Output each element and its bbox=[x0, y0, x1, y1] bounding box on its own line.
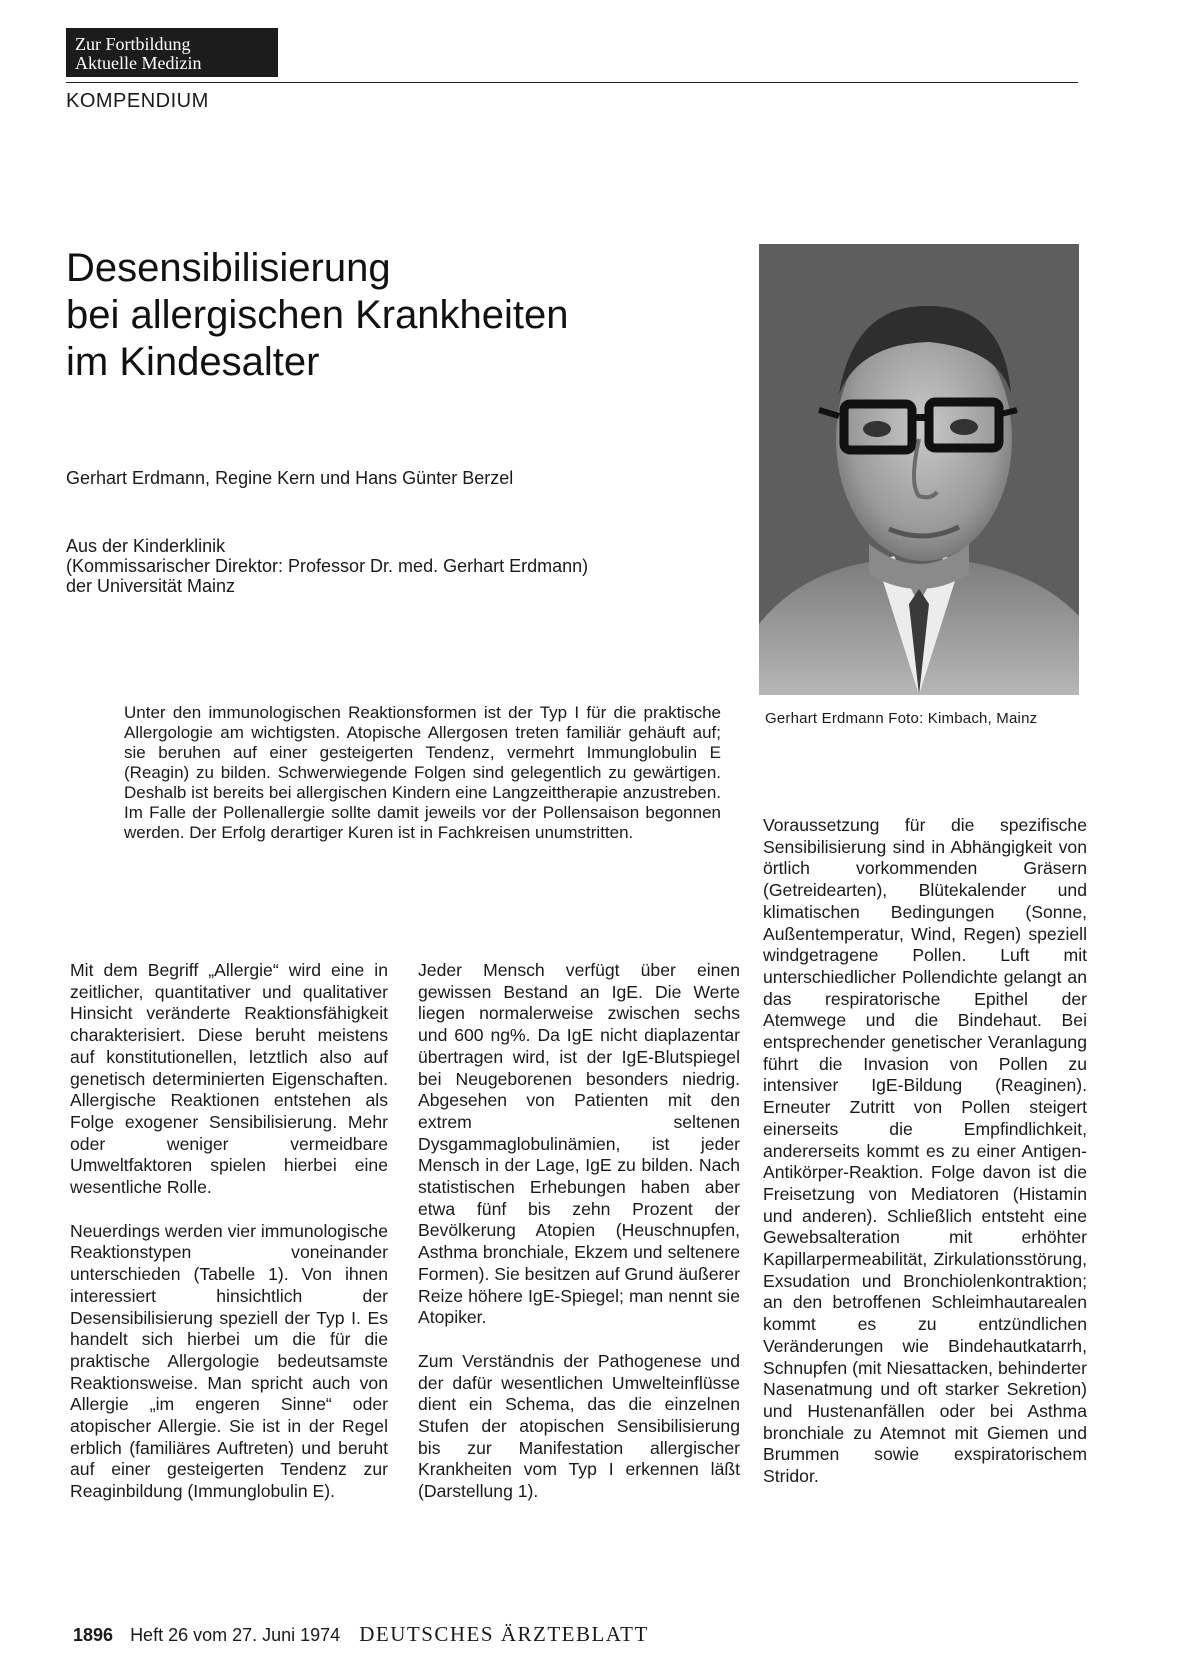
authors: Gerhart Erdmann, Regine Kern und Hans Günter Berzel bbox=[66, 468, 514, 488]
title-line-3: im Kindesalter bbox=[66, 340, 320, 384]
journal-name: DEUTSCHES ÄRZTEBLATT bbox=[359, 1622, 649, 1646]
article-title bbox=[66, 245, 686, 386]
body-column-2 bbox=[418, 960, 740, 1525]
affiliation-line-3: der Universität Mainz bbox=[66, 576, 236, 596]
portrait-illustration bbox=[759, 244, 1079, 695]
header-rule bbox=[66, 82, 1078, 83]
affiliation-line-2: (Kommissarischer Direktor: Professor Dr. med. Gerhart Erdmann) bbox=[66, 556, 589, 576]
photo-caption: Gerhart Erdmann Foto: Kimbach, Mainz bbox=[765, 710, 1038, 727]
badge-line-2: Aktuelle Medizin bbox=[75, 53, 202, 73]
paragraph: Mit dem Begriff „Allergie“ wird eine in zeitlicher, quantitativer und qualitativer Hinsicht veränderte Reaktionsfähigkeit charakterisiert. Diese beruht meistens auf konstitutionellen, letztlich also auf genetisch determinierten Eigenschaften. Allergische Reaktionen entstehen als Folge exogener Sensibilisierung. Mehr oder weniger vermeidbare Umweltfaktoren spielen hierbei eine wesentliche Rolle. bbox=[70, 960, 388, 1198]
affiliation bbox=[66, 536, 588, 596]
badge-line-1: Zur Fortbildung bbox=[75, 34, 191, 54]
page-footer bbox=[73, 1622, 649, 1647]
issue-info: Heft 26 vom 27. Juni 1974 bbox=[130, 1625, 341, 1645]
title-line-1: Desensibilisierung bbox=[66, 246, 391, 290]
section-badge bbox=[66, 28, 278, 77]
title-line-2: bei allergischen Krankheiten bbox=[66, 293, 569, 337]
author-portrait bbox=[759, 244, 1079, 695]
affiliation-line-1: Aus der Kinderklinik bbox=[66, 536, 226, 556]
page-number: 1896 bbox=[73, 1625, 114, 1645]
abstract: Unter den immunologischen Reaktionsformen ist der Typ I für die praktische Allergologie am wichtigsten. Atopische Allergosen treten familiär gehäuft auf; sie beruhen auf einer gesteigerten Tendenz, vermehrt Immunglobulin E (Reagin) zu bilden. Schwerwiegende Folgen sind gelegentlich zu gewärtigen. Deshalb ist bereits bei allergischen Kindern eine Langzeittherapie anzustreben. Im Falle der Pollenallergie sollte damit jeweils vor der Pollensaison begonnen werden. Der Erfolg derartiger Kuren ist in Fachkreisen unumstritten. bbox=[124, 703, 721, 842]
body-column-3 bbox=[763, 815, 1087, 1510]
body-column-1 bbox=[70, 960, 388, 1525]
paragraph: Voraussetzung für die spezifische Sensibilisierung sind in Abhängigkeit von örtlich vorkommenden Gräsern (Getreidearten), Blütekalender und klimatischen Bedingungen (Sonne, Außentemperatur, Wind, Regen) speziell windgetragene Pollen. Luft mit unterschiedlicher Pollendichte gelangt an das respiratorische Epithel der Atemwege und die Bindehaut. Bei entsprechender genetischer Veranlagung führt die Invasion von Pollen zu intensiver IgE-Bildung (Reaginen). Erneuter Zutritt von Pollen steigert einerseits die Empfindlichkeit, andererseits kommt es zu einer Antigen-Antikörper-Reaktion. Folge davon ist die Freisetzung von Mediatoren (Histamin und anderen). Schließlich entsteht eine Gewebsalteration mit erhöhter Kapillarpermeabilität, Zirkulationsstörung, Exsudation und Bronchiolenkontraktion; an den betroffenen Schleimhautarealen kommt es zu entzündlichen Veränderungen wie Bindehautkatarrh, Schnupfen (mit Niesattacken, behinderter Nasenatmung und oft starker Sekretion) und Hustenanfällen oder bei Asthma bronchiale zu Atemnot mit Giemen und Brummen sowie exspiratorischem Stridor. bbox=[763, 815, 1087, 1487]
paragraph: Jeder Mensch verfügt über einen gewissen Bestand an IgE. Die Werte liegen normalerweise zwischen sechs und 600 ng%. Da IgE nicht diaplazentar übertragen wird, ist der IgE-Blutspiegel bei Neugeborenen besonders niedrig. Abgesehen von Patienten mit den extrem seltenen Dysgammaglobulinämien, ist jeder Mensch in der Lage, IgE zu bilden. Nach statistischen Erhebungen haben aber etwa fünf bis zehn Prozent der Bevölkerung Atopien (Heuschnupfen, Asthma bronchiale, Ekzem und seltenere Formen). Sie besitzen auf Grund äußerer Reize höhere IgE-Spiegel; man nennt sie Atopiker. bbox=[418, 960, 740, 1328]
section-label: KOMPENDIUM bbox=[66, 90, 209, 112]
paragraph: Zum Verständnis der Pathogenese und der dafür wesentlichen Umwelteinflüsse dient ein Schema, das die einzelnen Stufen der atopischen Sensibilisierung bis zur Manifestation allergischer Krankheiten vom Typ I erkennen läßt (Darstellung 1). bbox=[418, 1350, 740, 1502]
paragraph: Neuerdings werden vier immunologische Reaktionstypen voneinander unterschieden (Tabelle 1). Von ihnen interessiert hinsichtlich der Desensibilisierung speziell der Typ I. Es handelt sich hierbei um die für die praktische Allergologie bedeutsamste Reaktionsweise. Man spricht auch von Allergie „im engeren Sinne“ oder atopischer Allergie. Sie ist in der Regel erblich (familiäres Auftreten) und beruht auf einer gesteigerten Tendenz zur Reaginbildung (Immunglobulin E). bbox=[70, 1220, 388, 1502]
